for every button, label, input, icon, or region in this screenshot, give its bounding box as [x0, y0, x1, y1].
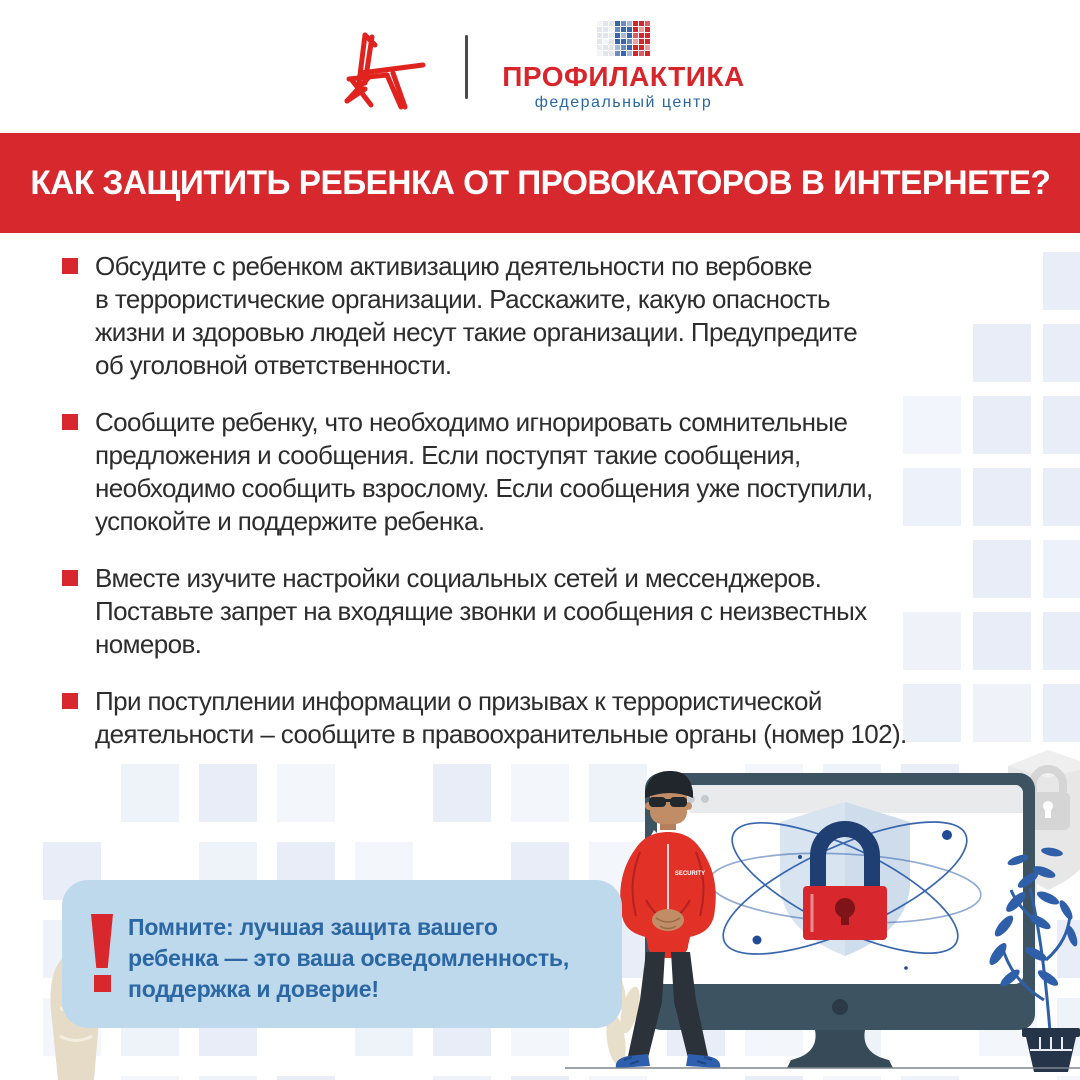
list-item	[62, 250, 1022, 382]
bullet-square-icon	[62, 414, 78, 430]
brand-block	[502, 21, 744, 112]
list-item-text: Обсудите с ребенком активизацию деятельности по вербовке в террористические организации. Расскажите, какую опасность жизни и здоровью людей несут такие организации. Предупредите об уголовной ответственности.	[95, 251, 858, 380]
advice-list	[62, 250, 1022, 751]
logo-divider	[465, 35, 468, 99]
header	[0, 0, 1080, 133]
list-item	[62, 685, 1022, 751]
brand-subtitle: федеральный центр	[534, 94, 713, 111]
chair-lines-logo-icon	[335, 21, 431, 113]
page-title: КАК ЗАЩИТИТЬ РЕБЕНКА ОТ ПРОВОКАТОРОВ В ИНТЕРНЕТЕ?	[30, 163, 1050, 202]
list-item-text: Сообщите ребенку, что необходимо игнорировать сомнительные предложения и сообщения. Если поступят такие сообщения, необходимо сообщить взрослому. Если сообщения уже поступили, успокойте и поддержите ребенка.	[95, 407, 873, 536]
bullet-square-icon	[62, 258, 78, 274]
bullet-square-icon	[62, 693, 78, 709]
plant-pot	[1022, 1028, 1080, 1072]
brand-name: ПРОФИЛАКТИКА	[502, 61, 745, 92]
window-dot-icon	[701, 795, 709, 803]
list-item-text: При поступлении информации о призывах к террористической деятельности – сообщите в правоохранительные органы (номер 102).	[95, 686, 907, 749]
monitor-chin-dot	[832, 999, 848, 1015]
reminder-note	[62, 880, 622, 1028]
monitor-stand	[787, 1030, 893, 1068]
bullet-square-icon	[62, 570, 78, 586]
jacket-label: SECURITY	[674, 871, 706, 877]
clasped-hands	[652, 909, 684, 931]
list-item	[62, 562, 1022, 661]
list-item-text: Вместе изучите настройки социальных сетей и мессенджеров. Поставьте запрет на входящие звонки и сообщения с неизвестных номеров.	[95, 563, 867, 659]
reminder-text: Помните: лучшая защита вашего ребенка — это ваша осведомленность, поддержка и доверие!	[128, 914, 570, 1002]
title-banner	[0, 133, 1080, 233]
pixel-flag-icon	[597, 21, 650, 56]
exclamation-icon	[90, 914, 114, 1002]
list-item	[62, 406, 1022, 538]
shoes-icon	[616, 1054, 721, 1068]
